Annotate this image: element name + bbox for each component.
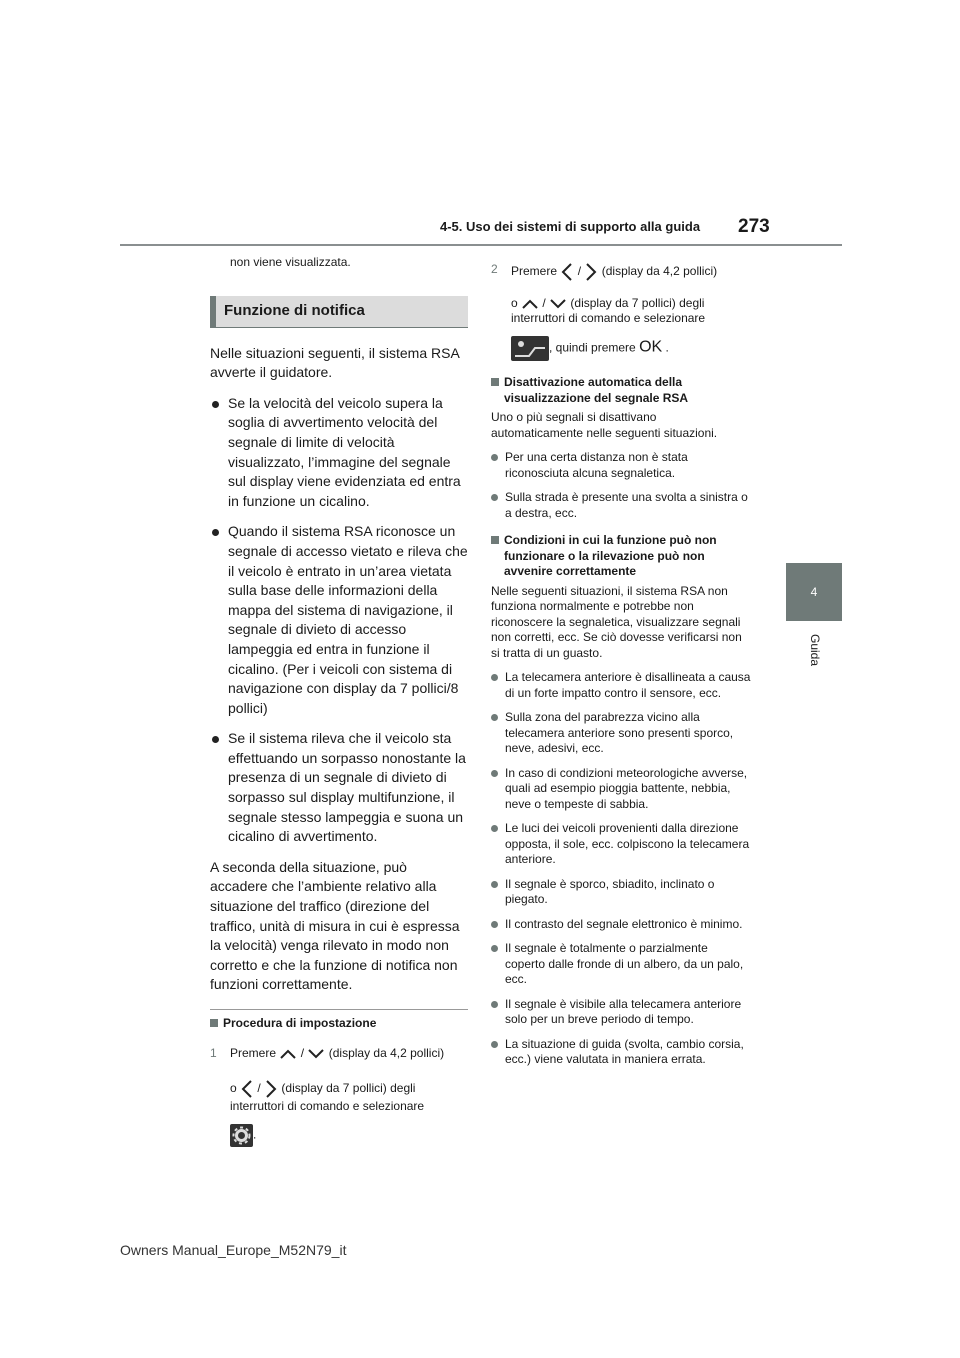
chevron-left-icon <box>240 1079 254 1099</box>
list-item: Se il sistema rileva che il veicolo sta effettuando un sorpasso nonostante la presenza di un segnale di divieto di sorpasso sul display multifunzione, il segnale stesso lampeggia e suona un cicalino di avvertimento. <box>210 729 468 847</box>
list-item: Il segnale è sporco, sbiadito, inclinato o piegato. <box>491 877 751 908</box>
bullet-icon <box>491 825 498 832</box>
bullet-icon <box>491 714 498 721</box>
subheading: Disattivazione automatica della visualizzazione del segnale RSA <box>491 375 751 406</box>
header-divider <box>120 244 842 246</box>
list-item: Sulla strada è presente una svolta a sinistra o a destra, ecc. <box>491 490 751 521</box>
road-sign-assist-icon <box>511 336 549 361</box>
bullet-icon <box>491 494 498 501</box>
paragraph: Nelle seguenti situazioni, il sistema RSA non funziona normalmente e potrebbe non riconoscere la segnaletica, visualizzare segnali non corretti, ecc. Se ciò dovesse verificarsi non si tratta di un guasto. <box>491 583 742 660</box>
bullet-icon <box>491 454 498 461</box>
ok-glyph: OK <box>639 338 663 356</box>
square-bullet-icon <box>491 378 499 386</box>
chevron-right-icon <box>264 1079 278 1099</box>
list-item: La situazione di guida (svolta, cambio corsia, ecc.) viene valutata in maniera errata. <box>491 1037 751 1068</box>
chapter-tab-label: Guida <box>808 634 822 667</box>
step-2: 2 Premere / (display da 4,2 pollici) <box>491 262 751 282</box>
bullet-icon <box>491 674 498 681</box>
chevron-right-icon <box>584 262 598 282</box>
paragraph: Nelle situazioni seguenti, il sistema RSA avverte il guidatore. <box>210 344 460 381</box>
bullet-icon <box>491 1001 498 1008</box>
intro-text: non viene visualizzata. <box>230 255 351 269</box>
square-bullet-icon <box>491 536 499 544</box>
bullet-icon <box>212 401 219 408</box>
settings-gear-icon <box>230 1124 253 1147</box>
divider <box>210 1009 468 1010</box>
list-item: La telecamera anteriore è disallineata a causa di un forte impatto contro il sensore, ecc. <box>491 670 751 701</box>
step-1: 1 Premere / (display da 4,2 pollici) <box>210 1046 445 1060</box>
paragraph: Uno o più segnali si disattivano automaticamente nelle seguenti situazioni. <box>491 410 718 440</box>
bullet-icon <box>491 1041 498 1048</box>
chevron-down-icon <box>549 298 567 310</box>
list-item: Sulla zona del parabrezza vicino alla telecamera anteriore sono presenti sporco, neve, adesivi, ecc. <box>491 710 751 757</box>
list-item: Il segnale è visibile alla telecamera anteriore solo per un breve periodo di tempo. <box>491 997 751 1028</box>
list-item: Quando il sistema RSA riconosce un segnale di accesso vietato e rileva che il veicolo è entrato in un’area vietata sulla base delle informazioni della mappa del sistema di navigazione, il segnale di divieto di accesso lampeggia ed entra in funzione il cicalino. (Per i veicoli con sistema di navigazione con display da 7 pollici/8 pollici) <box>210 522 468 718</box>
list-item: Il contrasto del segnale elettronico è minimo. <box>491 917 751 933</box>
subheading: Procedura di impostazione <box>210 1016 468 1031</box>
bullet-icon <box>491 921 498 928</box>
page-number: 273 <box>738 216 770 237</box>
section-header: 4-5. Uso dei sistemi di supporto alla guida <box>440 219 701 234</box>
bullet-icon <box>212 529 219 536</box>
list-item: Le luci dei veicoli provenienti dalla direzione opposta, il sole, ecc. colpiscono la telecamera anteriore. <box>491 821 751 868</box>
chevron-left-icon <box>560 262 574 282</box>
list-item: In caso di condizioni meteorologiche avverse, quali ad esempio pioggia battente, nebbia, neve o tempeste di sabbia. <box>491 766 751 813</box>
step-1-continued: o / (display da 7 pollici) degli interruttori di comando e selezionare <box>230 1079 468 1114</box>
bullet-icon <box>491 881 498 888</box>
list-item: Il segnale è totalmente o parzialmente coperto dalle fronde di un albero, da un palo, ecc. <box>491 941 751 988</box>
step-1-settings: . <box>230 1124 468 1147</box>
right-column <box>491 262 751 1077</box>
chevron-up-icon <box>521 298 539 310</box>
square-bullet-icon <box>210 1019 218 1027</box>
chevron-up-icon <box>279 1048 297 1060</box>
left-column <box>210 253 468 1165</box>
bullet-icon <box>491 945 498 952</box>
footer-doc-id: Owners Manual_Europe_M52N79_it <box>120 1242 347 1258</box>
bullet-icon <box>491 770 498 777</box>
step-2-continued: o / (display da 7 pollici) degli interruttori di comando e selezionare <box>511 296 706 325</box>
chapter-tab[interactable]: 4 <box>786 563 842 621</box>
chevron-down-icon <box>307 1048 325 1060</box>
list-item: Se la velocità del veicolo supera la soglia di avvertimento velocità del segnale di limite di velocità visualizzato, l’immagine del segnale sul display viene evidenziata ed entra in funzione un cicalino. <box>210 394 468 512</box>
section-title: Funzione di notifica <box>210 296 468 328</box>
bullet-icon <box>212 736 219 743</box>
step-2-rsa: , quindi premere OK . <box>511 336 751 361</box>
paragraph: A seconda della situazione, può accadere che l’ambiente relativo alla situazione del traffico (direzione del traffico, unità di misura in cui è espressa la velocità) venga rilevato in modo non corretto e che la funzione di notifica non funzioni correttamente. <box>210 858 460 993</box>
list-item: Per una certa distanza non è stata riconosciuta alcuna segnaletica. <box>491 450 751 481</box>
subheading: Condizioni in cui la funzione può non funzionare o la rilevazione può non avvenire correttamente <box>491 533 751 580</box>
